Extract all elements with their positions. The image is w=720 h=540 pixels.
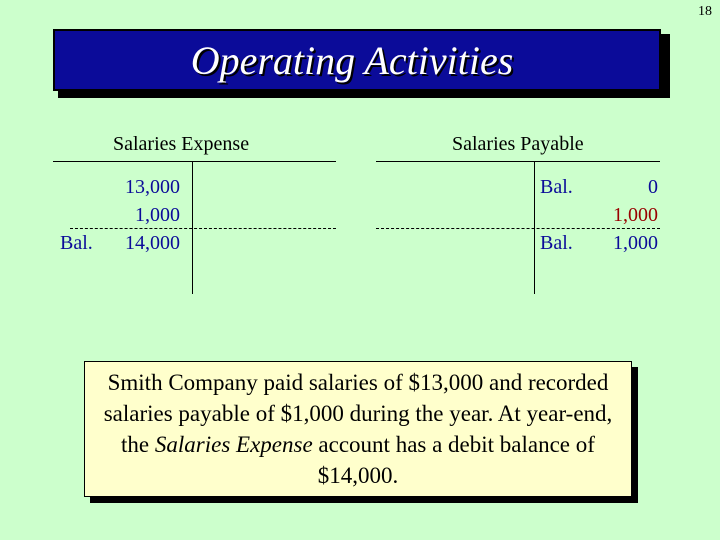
t-account-top-line bbox=[53, 161, 336, 162]
payable-balance-value: 1,000 bbox=[613, 232, 658, 254]
explanation-callout bbox=[84, 361, 632, 497]
callout-text bbox=[91, 367, 625, 491]
payable-opening-value: 0 bbox=[648, 176, 658, 198]
slide-title: Operating Activities bbox=[190, 37, 514, 83]
expense-debit-entry-1: 13,000 bbox=[125, 176, 180, 198]
callout-text-part-2: account has a debit balance of $14,000. bbox=[312, 432, 595, 489]
callout-text-part-1: Smith Company paid salaries of $13,000 and recorded salaries payable of $1,000 during the year. At year-end, the bbox=[103, 369, 613, 457]
t-account-top-line bbox=[376, 161, 660, 162]
account-title-expense: Salaries Expense bbox=[113, 133, 250, 155]
expense-balance-value: 14,000 bbox=[125, 232, 180, 254]
callout-emphasis: Salaries Expense bbox=[154, 432, 313, 457]
expense-balance-rule bbox=[70, 228, 336, 229]
payable-balance-rule bbox=[376, 228, 660, 229]
slide-number: 18 bbox=[698, 4, 712, 19]
payable-opening-label: Bal. bbox=[540, 176, 573, 198]
expense-balance-label: Bal. bbox=[60, 232, 93, 254]
account-title-payable: Salaries Payable bbox=[452, 133, 584, 155]
payable-credit-entry: 1,000 bbox=[613, 204, 658, 226]
payable-balance-label: Bal. bbox=[540, 232, 573, 254]
title-banner bbox=[53, 29, 661, 91]
expense-debit-entry-2: 1,000 bbox=[135, 204, 180, 226]
